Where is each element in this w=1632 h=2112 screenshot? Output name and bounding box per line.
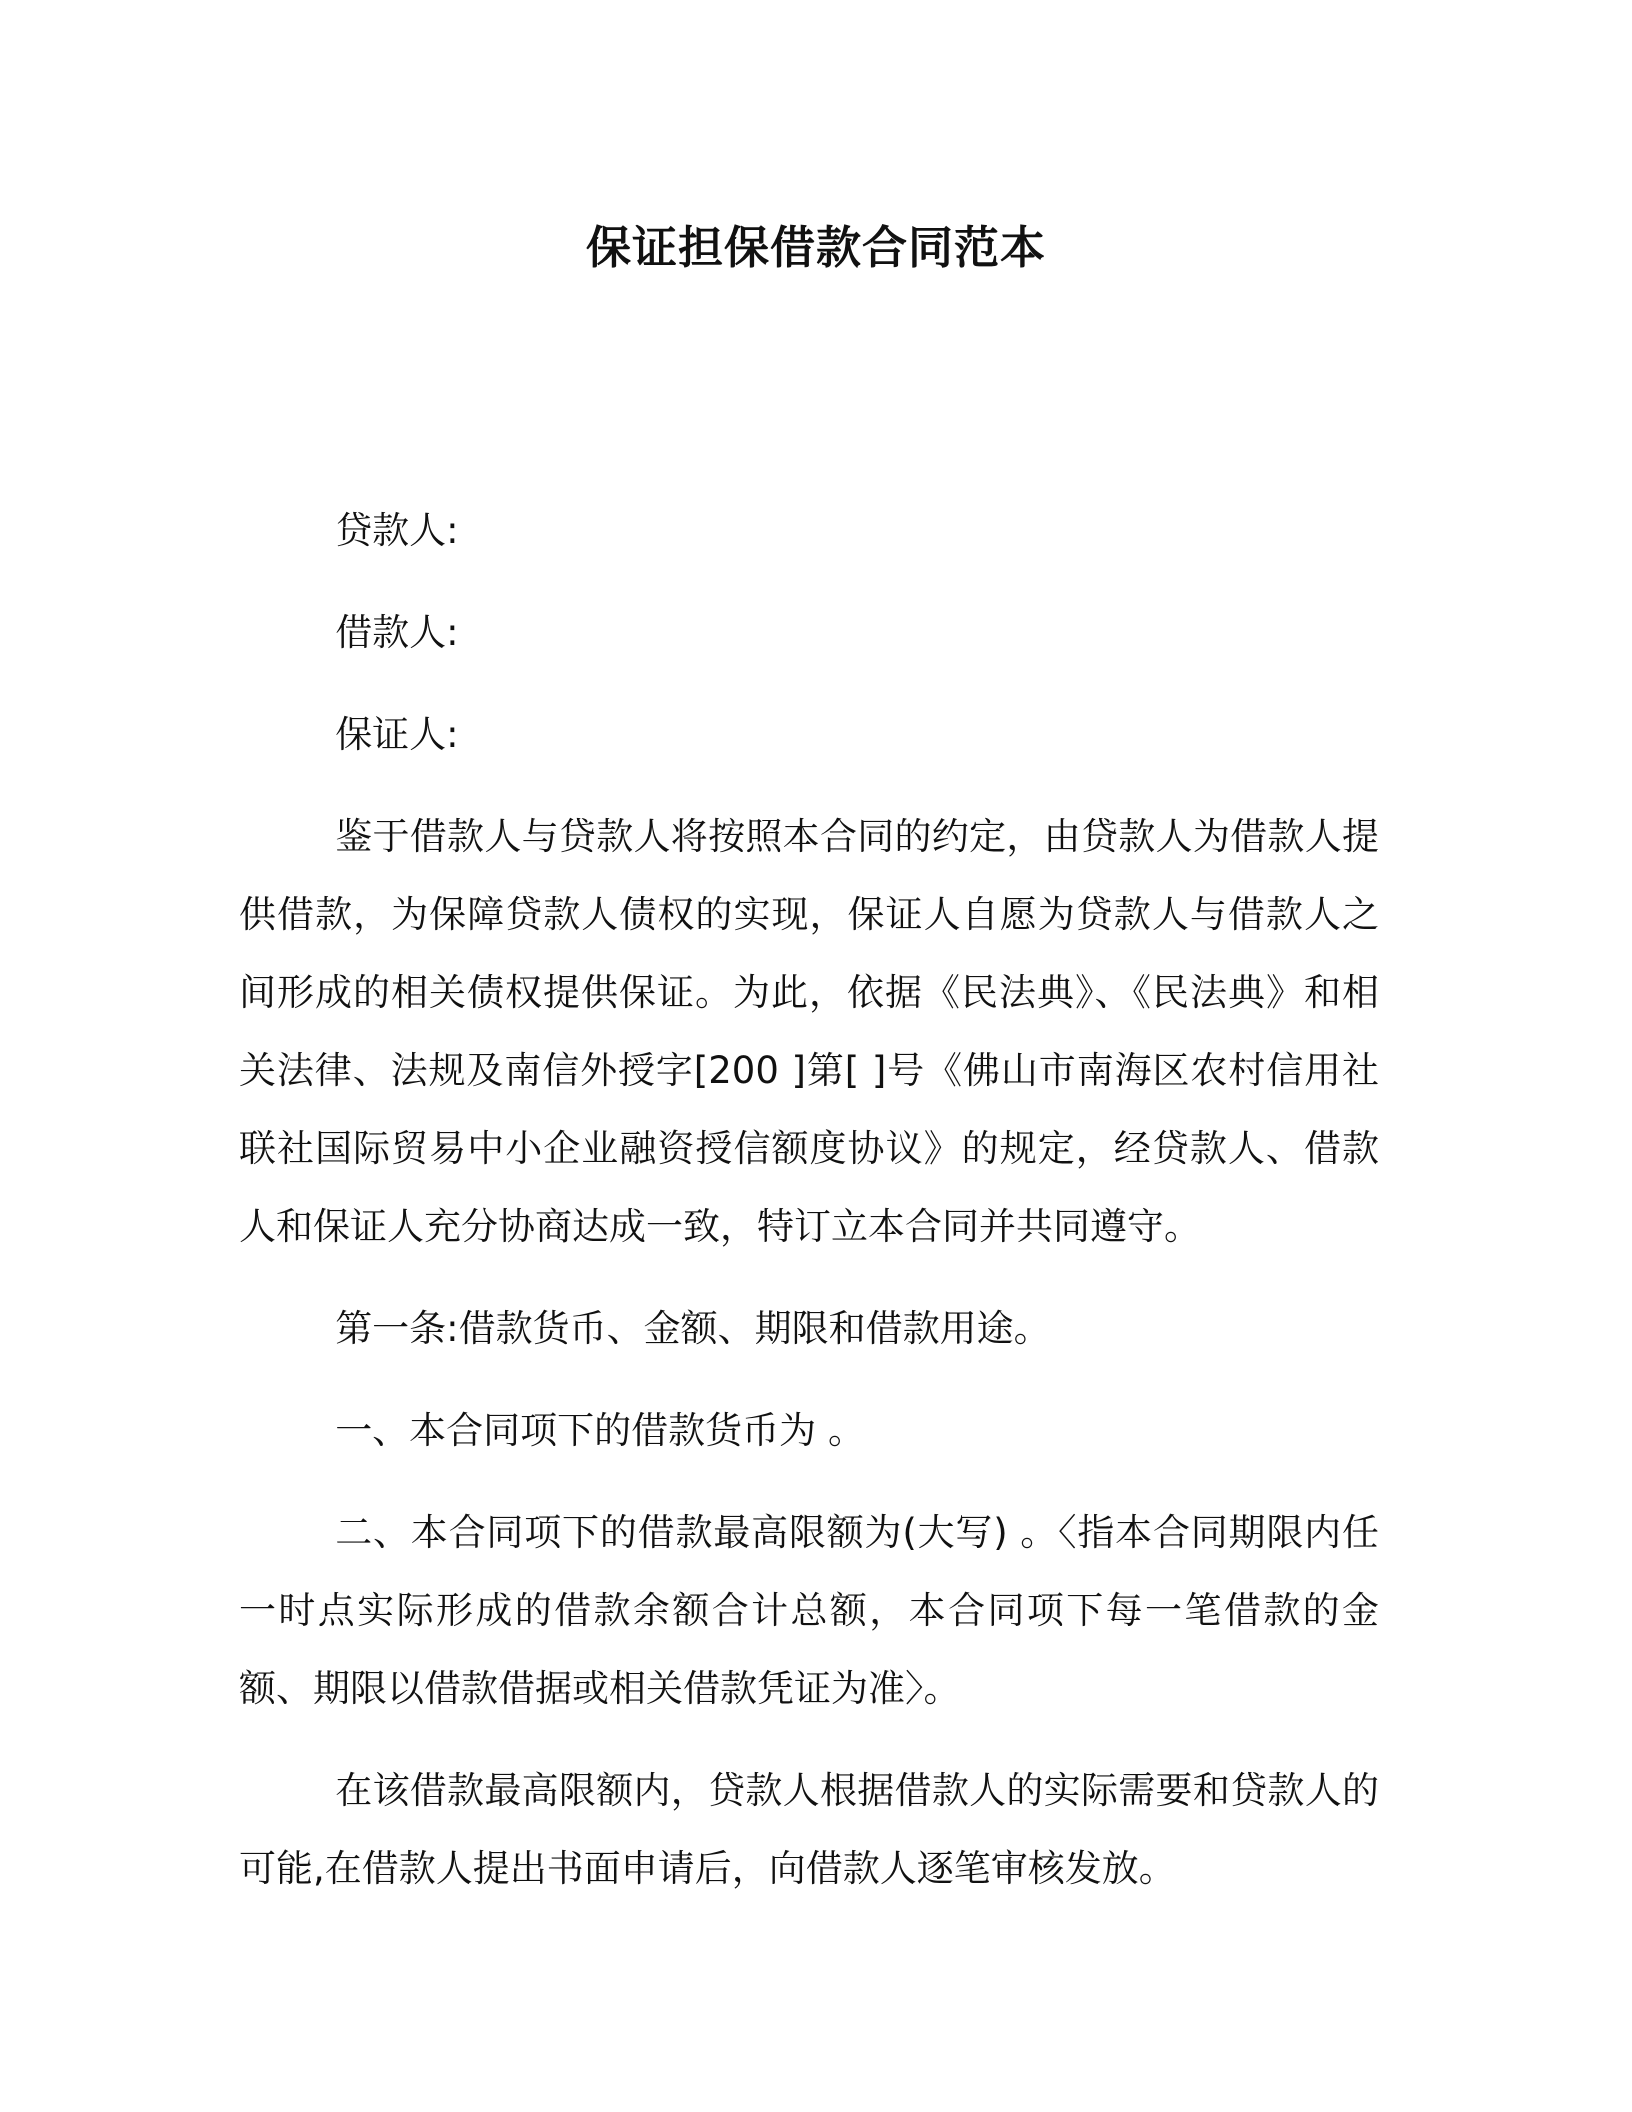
clause-2-note: 在该借款最高限额内，贷款人根据借款人的实际需要和贷款人的可能,在借款人提出书面申请后，向借款人逐笔审核发放。 [239, 1769, 1379, 1890]
party-lender: 贷款人: [335, 509, 459, 552]
clause-1: 一、本合同项下的借款货币为 。 [335, 1409, 865, 1452]
clause-2: 二、本合同项下的借款最高限额为(大写) 。〈指本合同期限内任一时点实际形成的借款余额合计总额，本合同项下每一笔借款的金额、期限以借款借据或相关借款凭证为准〉。 [239, 1511, 1379, 1710]
party-guarantor: 保证人: [335, 713, 459, 756]
party-borrower: 借款人: [335, 611, 459, 654]
preamble-paragraph: 鉴于借款人与贷款人将按照本合同的约定，由贷款人为借款人提供借款，为保障贷款人债权的实现，保证人自愿为贷款人与借款人之间形成的相关债权提供保证。为此，依据《民法典》、《民法典》和相关法律、法规及南信外授字[200 ]第[ ]号《佛山市南海区农村信用社联社国际贸易中小企业融资授信额度协议》的规定，经贷款人、借款人和保证人充分协商达成一致，特订立本合同并共同遵守。 [239, 815, 1379, 1248]
document-title: 保证担保借款合同范本 [585, 221, 1046, 274]
document-body [239, 492, 1379, 1908]
article-1-heading: 第一条:借款货币、金额、期限和借款用途。 [335, 1307, 1051, 1350]
